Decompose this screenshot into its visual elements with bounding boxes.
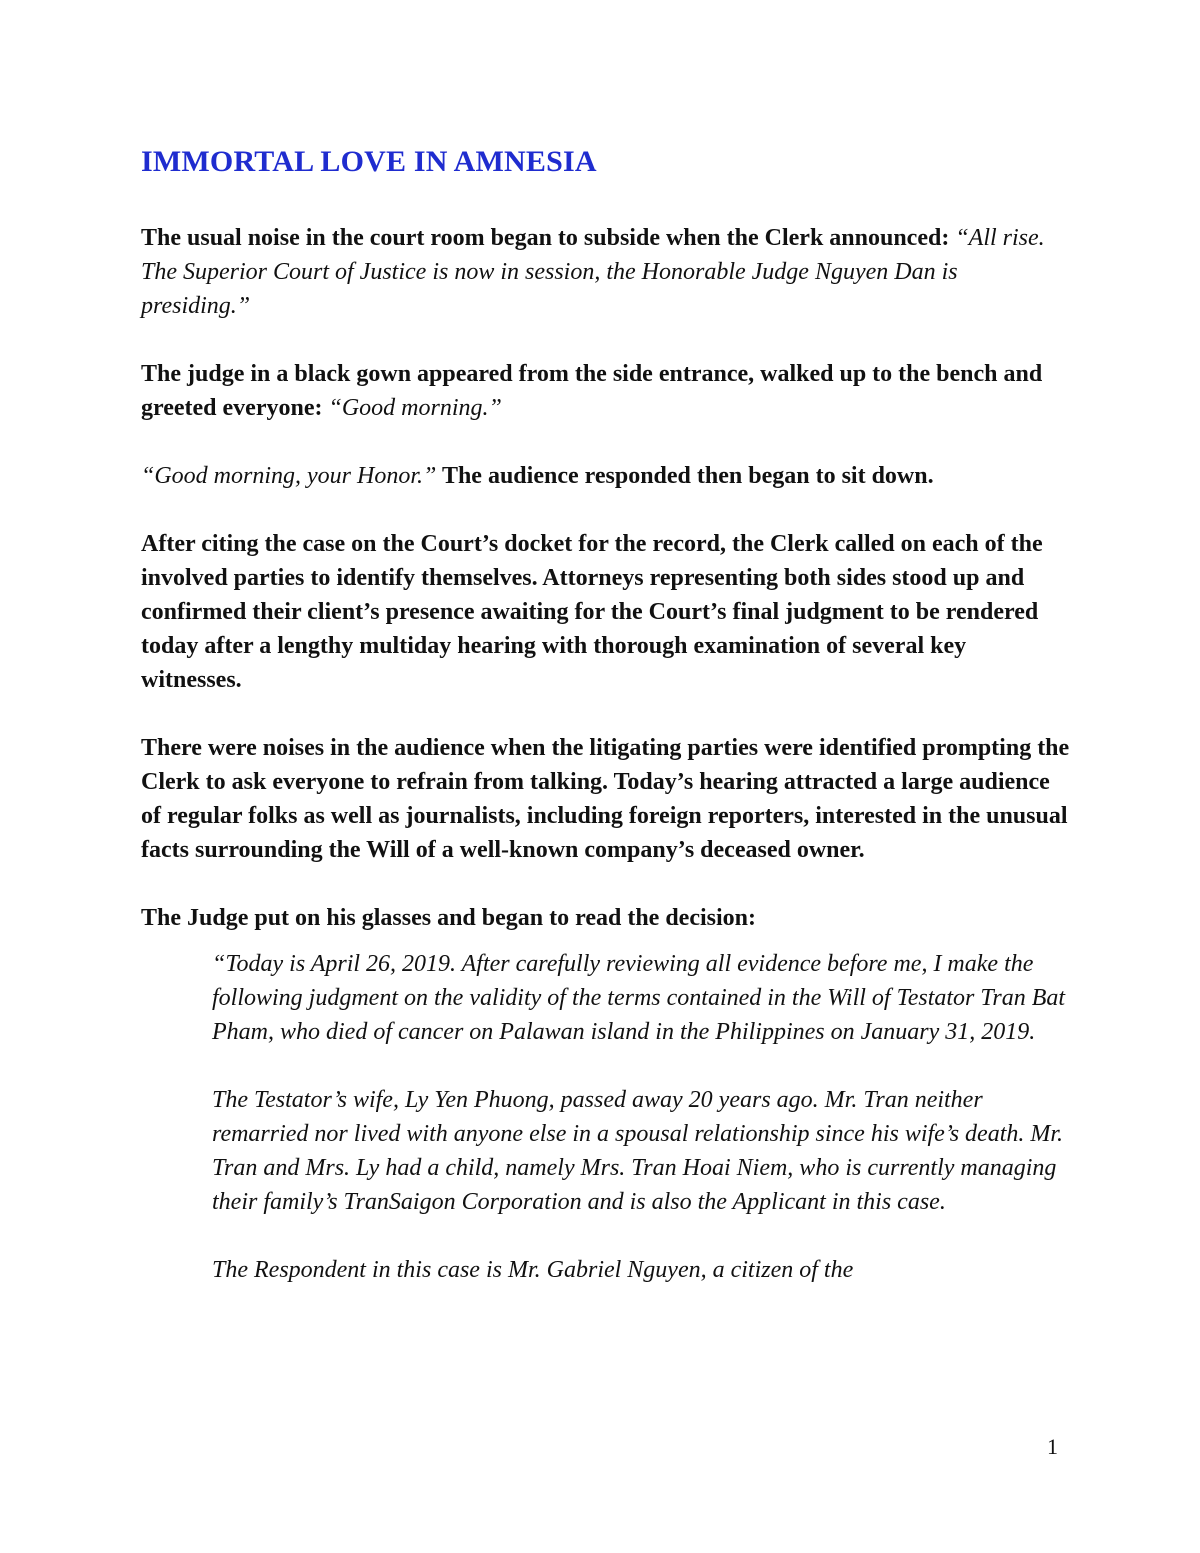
document-content: [141, 143, 1071, 1321]
opening-paragraph-text: The usual noise in the court room began to subside when the Clerk announced:: [141, 225, 950, 251]
audience-greeting-quote: “Good morning, your Honor.”: [141, 463, 437, 489]
audience-response-paragraph: [141, 459, 1071, 493]
audience-noise-paragraph: There were noises in the audience when the litigating parties were identified prompting the Clerk to ask everyone to refrain from talking. Today’s hearing attracted a large audience of regular folks as well as journalists, including foreign reporters, interested in the unusual facts surrounding the Will of a well-known company’s deceased owner.: [141, 735, 1070, 863]
page-number: 1: [1047, 1434, 1058, 1459]
audience-response-text: The audience responded then began to sit down.: [441, 463, 934, 489]
judge-entrance-paragraph: [141, 357, 1071, 425]
decision-paragraph-family: The Testator’s wife, Ly Yen Phuong, passed away 20 years ago. Mr. Tran neither remarried nor lived with anyone else in a spousal relationship since his wife’s death. Mr. Tran and Mrs. Ly had a child, namely Mrs. Tran Hoai Niem, who is currently managing their family’s TranSaigon Corporation and is also the Applicant in this case.: [212, 1087, 1064, 1215]
opening-paragraph: [141, 221, 1071, 323]
decision-paragraph-date: “Today is April 26, 2019. After carefully reviewing all evidence before me, I make the following judgment on the validity of the terms contained in the Will of Testator Tran Bat Pham, who died of cancer on Palawan island in the Philippines on January 31, 2019.: [212, 951, 1066, 1045]
clerk-announcement-quote: “All rise. The Superior Court of Justice is now in session, the Honorable Judge Nguyen Dan is presiding.”: [141, 225, 1045, 319]
decision-intro-paragraph: The Judge put on his glasses and began to read the decision:: [141, 905, 756, 931]
judge-greeting-quote: “Good morning.”: [328, 395, 502, 421]
judge-entrance-text: The judge in a black gown appeared from the side entrance, walked up to the bench and greeted everyone:: [141, 361, 1043, 421]
judge-decision-block: [212, 947, 1072, 1287]
document-title: IMMORTAL LOVE IN AMNESIA: [141, 145, 597, 178]
decision-paragraph-respondent: The Respondent in this case is Mr. Gabriel Nguyen, a citizen of the: [212, 1257, 854, 1283]
case-citation-paragraph: After citing the case on the Court’s docket for the record, the Clerk called on each of the involved parties to identify themselves. Attorneys representing both sides stood up and confirmed their client’s presence awaiting for the Court’s final judgment to be rendered today after a lengthy multiday hearing with thorough examination of several key witnesses.: [141, 531, 1043, 693]
